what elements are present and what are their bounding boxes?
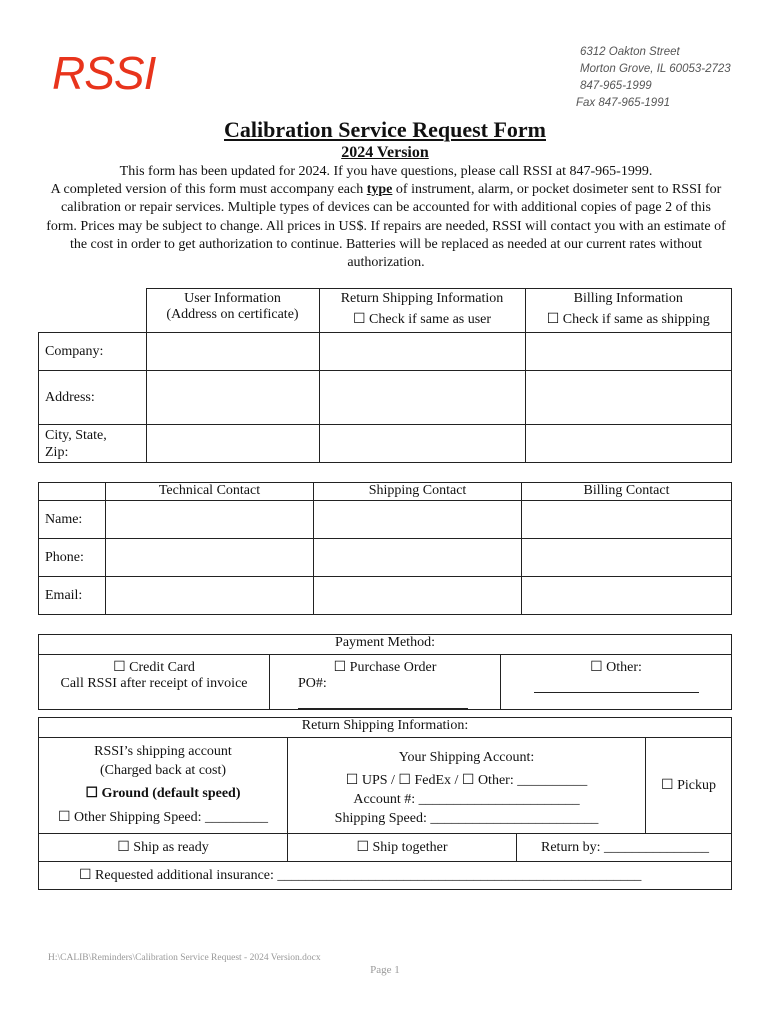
user-company-field[interactable]	[146, 333, 319, 371]
carrier-checkboxes[interactable]: ☐ UPS / ☐ FedEx / ☐ Other: __________	[345, 773, 588, 788]
shipping-email-field[interactable]	[314, 577, 522, 615]
page-number: Page 1	[370, 964, 400, 976]
pickup-cell[interactable]	[646, 738, 732, 834]
shipping-phone-field[interactable]	[314, 539, 522, 577]
intro-paragraph	[44, 181, 728, 272]
city-state-zip-label	[39, 425, 147, 463]
rssi-logo: RSSI	[52, 47, 156, 99]
return-shipping-header	[319, 289, 525, 333]
purchase-order-option[interactable]	[270, 655, 501, 710]
additional-insurance-checkbox[interactable]: ☐ Requested additional insurance: ____________________________________________________	[39, 862, 732, 890]
contact-corner	[39, 483, 106, 501]
intro-part-b: of instrument, alarm, or pocket dosimeter sent to RSSI for calibration or repair services. Multiple types of devices can be accounted for with additional copies of page 2 of this form. Prices may be subject to change. All prices in US$. If repairs are needed, RSSI will contact you with an estimate of the cost in order to get authorization to continue. Batteries will be replaced as needed at our current rates without authorization.	[46, 182, 726, 271]
name-label: Name:	[39, 501, 106, 539]
user-info-subtitle: (Address on certificate)	[166, 307, 299, 322]
billing-info-title: Billing Information	[573, 291, 683, 306]
other-payment-checkbox[interactable]: ☐ Other:	[590, 660, 642, 675]
address-line-2: Morton Grove, IL 60053-2723	[580, 63, 731, 75]
contact-table	[38, 482, 732, 615]
return-shipping-title: Return Shipping Information	[340, 291, 504, 306]
intro-emphasis: type	[366, 182, 393, 198]
ground-checkbox[interactable]: ☐ Ground (default speed)	[85, 786, 241, 801]
user-address-field[interactable]	[146, 371, 319, 425]
version-label: 2024 Version	[341, 144, 429, 161]
other-shipping-speed-checkbox[interactable]: ☐ Other Shipping Speed: _________	[57, 810, 269, 825]
credit-card-option[interactable]	[39, 655, 270, 710]
email-label: Email:	[39, 577, 106, 615]
shipping-company-field[interactable]	[319, 333, 525, 371]
shipping-address-field[interactable]	[319, 371, 525, 425]
user-info-header	[146, 289, 319, 333]
city-state-label: City, State,	[45, 427, 107, 443]
intro-line-1: This form has been updated for 2024. If you have questions, please call RSSI at 847-965-1999.	[119, 164, 653, 179]
phone-line: 847-965-1999	[580, 80, 652, 92]
pickup-checkbox[interactable]: ☐ Pickup	[661, 778, 716, 793]
same-as-user-checkbox[interactable]: ☐ Check if same as user	[352, 312, 492, 327]
user-city-field[interactable]	[146, 425, 319, 463]
technical-contact-header: Technical Contact	[106, 483, 314, 501]
return-by-field[interactable]: Return by: _______________	[517, 834, 732, 862]
zip-label: Zip:	[45, 444, 69, 460]
technical-email-field[interactable]	[106, 577, 314, 615]
file-path-footer: H:\CALIB\Reminders\Calibration Service Request - 2024 Version.docx	[48, 953, 321, 963]
billing-info-header	[525, 289, 732, 333]
shipping-speed-field[interactable]: Shipping Speed: ________________________	[334, 811, 599, 826]
shipping-name-field[interactable]	[314, 501, 522, 539]
address-table	[38, 288, 732, 463]
billing-contact-header: Billing Contact	[522, 483, 732, 501]
billing-address-field[interactable]	[525, 371, 732, 425]
technical-phone-field[interactable]	[106, 539, 314, 577]
credit-card-checkbox[interactable]: ☐ Credit Card	[113, 660, 195, 675]
billing-company-field[interactable]	[525, 333, 732, 371]
address-line-1: 6312 Oakton Street	[580, 46, 680, 58]
billing-phone-field[interactable]	[522, 539, 732, 577]
technical-name-field[interactable]	[106, 501, 314, 539]
billing-email-field[interactable]	[522, 577, 732, 615]
shipping-contact-header: Shipping Contact	[314, 483, 522, 501]
return-shipping-info-header: Return Shipping Information:	[39, 718, 732, 738]
rssi-account-label: RSSI’s shipping account	[94, 744, 232, 759]
fax-line: Fax 847-965-1991	[576, 97, 670, 109]
charged-back-label: (Charged back at cost)	[99, 763, 227, 778]
user-info-title: User Information	[184, 291, 281, 306]
purchase-order-checkbox[interactable]: ☐ Purchase Order	[333, 660, 437, 675]
ship-as-ready-checkbox[interactable]: ☐ Ship as ready	[39, 834, 288, 862]
account-number-field[interactable]: Account #: _______________________	[353, 792, 580, 807]
shipping-city-field[interactable]	[319, 425, 525, 463]
payment-table	[38, 634, 732, 710]
other-payment-option[interactable]	[501, 655, 732, 710]
billing-name-field[interactable]	[522, 501, 732, 539]
po-field[interactable]	[298, 692, 468, 709]
your-account-label: Your Shipping Account:	[398, 750, 535, 765]
po-label: PO#:	[298, 676, 327, 691]
company-label: Company:	[39, 333, 147, 371]
your-account-cell	[288, 738, 646, 834]
same-as-shipping-checkbox[interactable]: ☐ Check if same as shipping	[546, 312, 710, 327]
intro-text	[44, 163, 728, 272]
phone-label: Phone:	[39, 539, 106, 577]
ship-together-checkbox[interactable]: ☐ Ship together	[288, 834, 517, 862]
other-payment-field[interactable]	[534, 676, 699, 693]
address-label: Address:	[39, 371, 147, 425]
page-title: Calibration Service Request Form	[224, 117, 546, 142]
payment-method-header: Payment Method:	[39, 635, 732, 655]
billing-city-field[interactable]	[525, 425, 732, 463]
address-corner	[39, 289, 147, 333]
credit-card-note: Call RSSI after receipt of invoice	[60, 676, 248, 691]
intro-part-a: A completed version of this form must accompany each	[50, 182, 367, 198]
rssi-account-cell	[39, 738, 288, 834]
return-shipping-table	[38, 717, 732, 890]
